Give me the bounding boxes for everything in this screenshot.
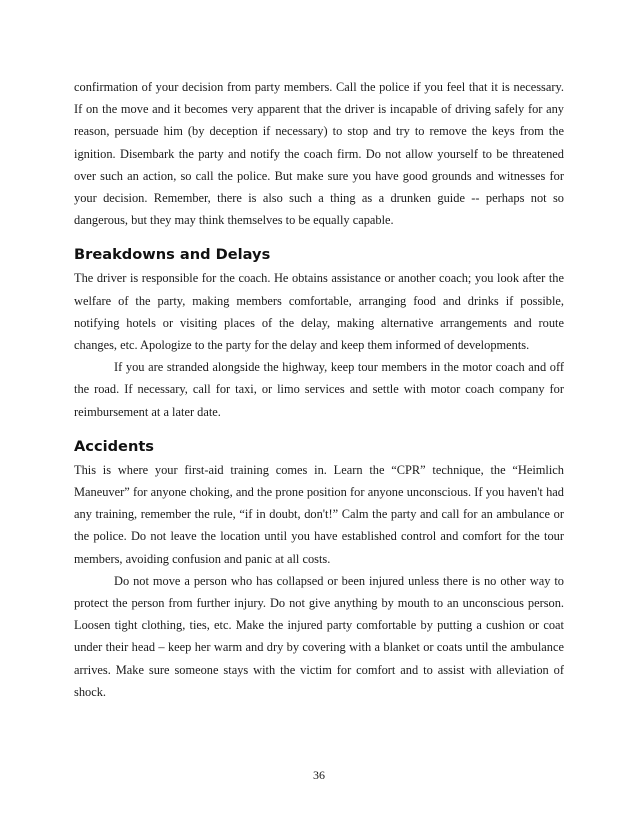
opening-paragraph: confirmation of your decision from party members. Call the police if you feel that it is necessary. If on the move and it becomes very apparent that the driver is incapable of driving safely for any reason, persuade him (by deception if necessary) to stop and try to remove the keys from the ignition. Disembark the party and notify the coach firm. Do not allow yourself to be threatened over such an action, so call the police. But make sure you have good grounds and witnesses for your decision. Remember, there is also such a thing as a drunken guide -- perhaps not so dangerous, but they may think themselves to be equally capable. bbox=[74, 80, 564, 228]
section-heading-accidents: Accidents bbox=[74, 437, 154, 455]
breakdowns-paragraph-2: If you are stranded alongside the highway, keep tour members in the motor coach and off the road. If necessary, call for taxi, or limo services and settle with motor coach company for reimbursement at a later date. bbox=[74, 360, 564, 419]
accidents-paragraph-1: This is where your first-aid training comes in. Learn the “CPR” technique, the “Heimlich Maneuver” for anyone choking, and the prone position for anyone unconscious. If you haven't had any training, remember the rule, “if in doubt, don't!” Calm the party and call for an ambulance or the police. Do not leave the location until you have established control and comfort for the tour members, avoiding confusion and panic at all costs. bbox=[74, 462, 564, 566]
breakdowns-paragraph-1: The driver is responsible for the coach. He obtains assistance or another coach; you look after the welfare of the party, making members comfortable, arranging food and drinks if possible, notifying hotels or visiting places of the delay, making alternative arrangements and route changes, etc. Apologize to the party for the delay and keep them informed of developments. bbox=[74, 271, 564, 353]
accidents-paragraph-2: Do not move a person who has collapsed or been injured unless there is no other way to protect the person from further injury. Do not give anything by mouth to an unconscious person. Loosen tight clothing, ties, etc. Make the injured party comfortable by putting a cushion or coat under their head – keep her warm and dry by covering with a blanket or coats until the ambulance arrives. Make sure someone stays with the victim for comfort and to assist with alleviation of shock. bbox=[74, 573, 564, 699]
section-heading-breakdowns: Breakdowns and Delays bbox=[74, 246, 271, 264]
page-body bbox=[74, 76, 564, 703]
page-number: 36 bbox=[313, 768, 325, 782]
